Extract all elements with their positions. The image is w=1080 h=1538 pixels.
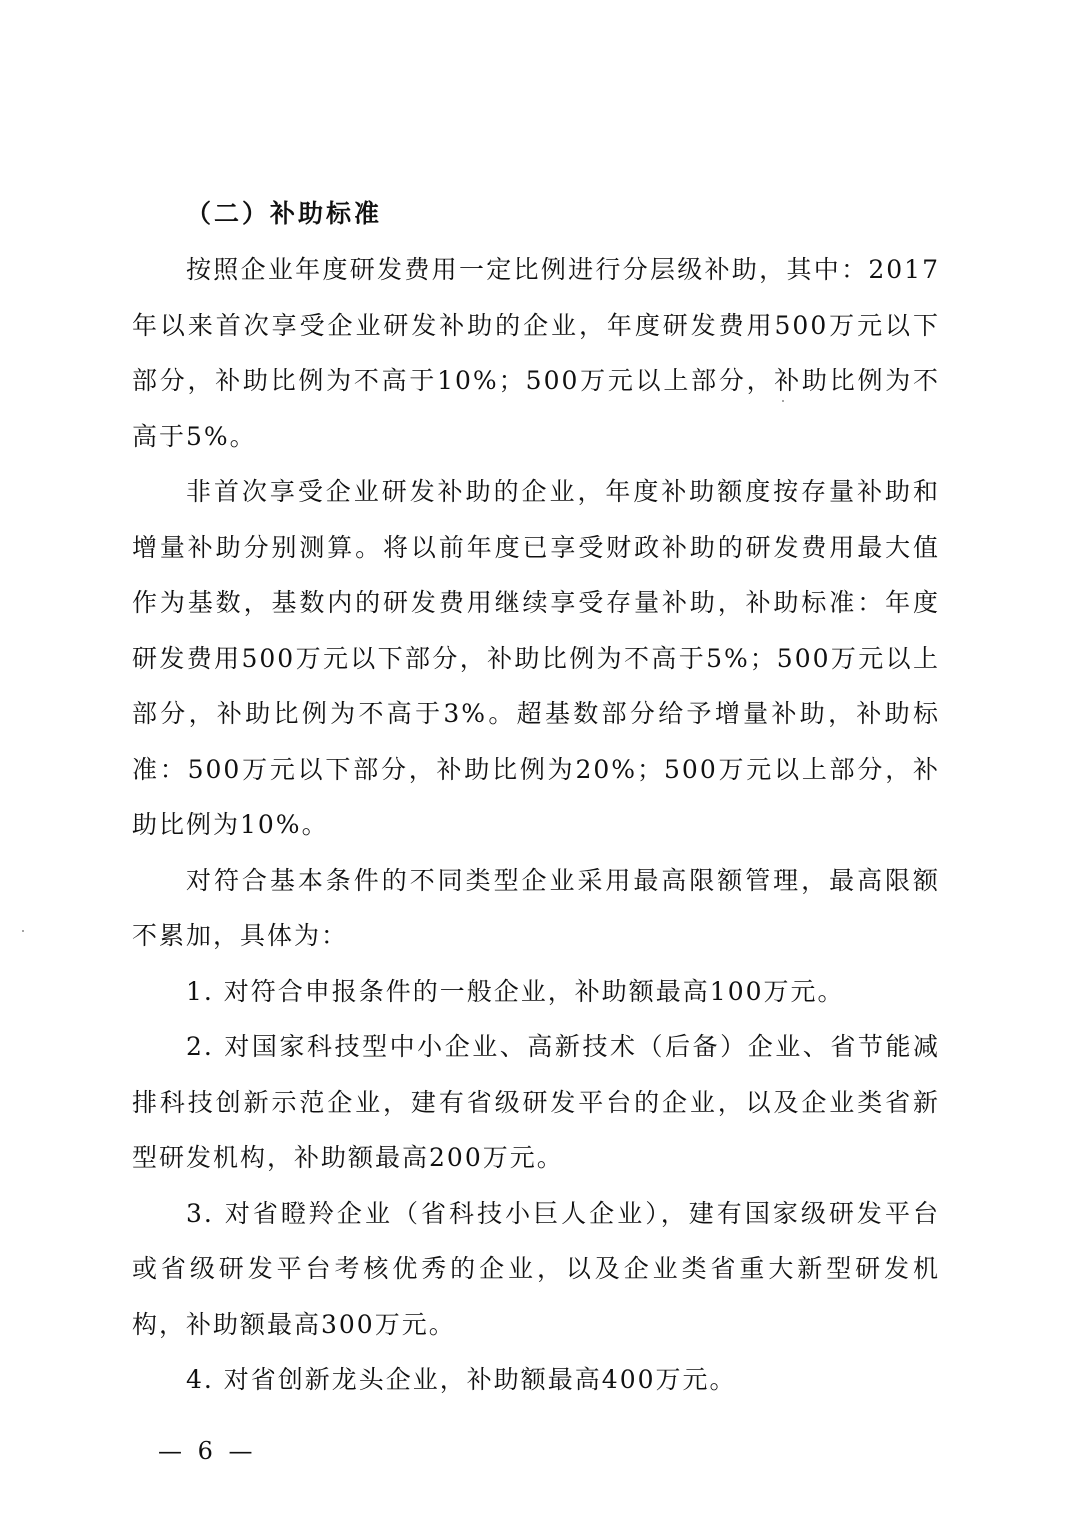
page-number: — 6 — <box>158 1437 257 1465</box>
paragraph-first-time-subsidy: 按照企业年度研发费用一定比例进行分层级补助，其中：2017年以来首次享受企业研发补助的企业，年度研发费用500万元以下部分，补助比例为不高于10%；500万元以上部分，补助比例为不高于5%。 <box>132 255 940 451</box>
list-item-innovation-leader: 4. 对省创新龙头企业，补助额最高400万元。 <box>186 1365 737 1394</box>
scan-speck <box>782 400 784 402</box>
section-heading: （二）补助标准 <box>186 199 383 228</box>
list-item-tech-sme: 2. 对国家科技型中小企业、高新技术（后备）企业、省节能减排科技创新示范企业，建有省级研发平台的企业，以及企业类省新型研发机构，补助额最高200万元。 <box>132 1032 940 1172</box>
document-body <box>132 186 940 1408</box>
scan-speck <box>22 930 24 932</box>
paragraph-non-first-time-subsidy: 非首次享受企业研发补助的企业，年度补助额度按存量补助和增量补助分别测算。将以前年度已享受财政补助的研发费用最大值作为基数，基数内的研发费用继续享受存量补助，补助标准：年度研发费用500万元以下部分，补助比例为不高于5%；500万元以上部分，补助比例为不高于3%。超基数部分给予增量补助，补助标准：500万元以下部分，补助比例为20%；500万元以上部分，补助比例为10%。 <box>132 477 940 839</box>
paragraph-maximum-limit: 对符合基本条件的不同类型企业采用最高限额管理，最高限额不累加，具体为： <box>132 865 940 950</box>
list-item-general-enterprise: 1. 对符合申报条件的一般企业，补助额最高100万元。 <box>186 976 845 1006</box>
list-item-gazelle-enterprise: 3. 对省瞪羚企业（省科技小巨人企业），建有国家级研发平台或省级研发平台考核优秀的企业，以及企业类省重大新型研发机构，补助额最高300万元。 <box>132 1198 940 1339</box>
